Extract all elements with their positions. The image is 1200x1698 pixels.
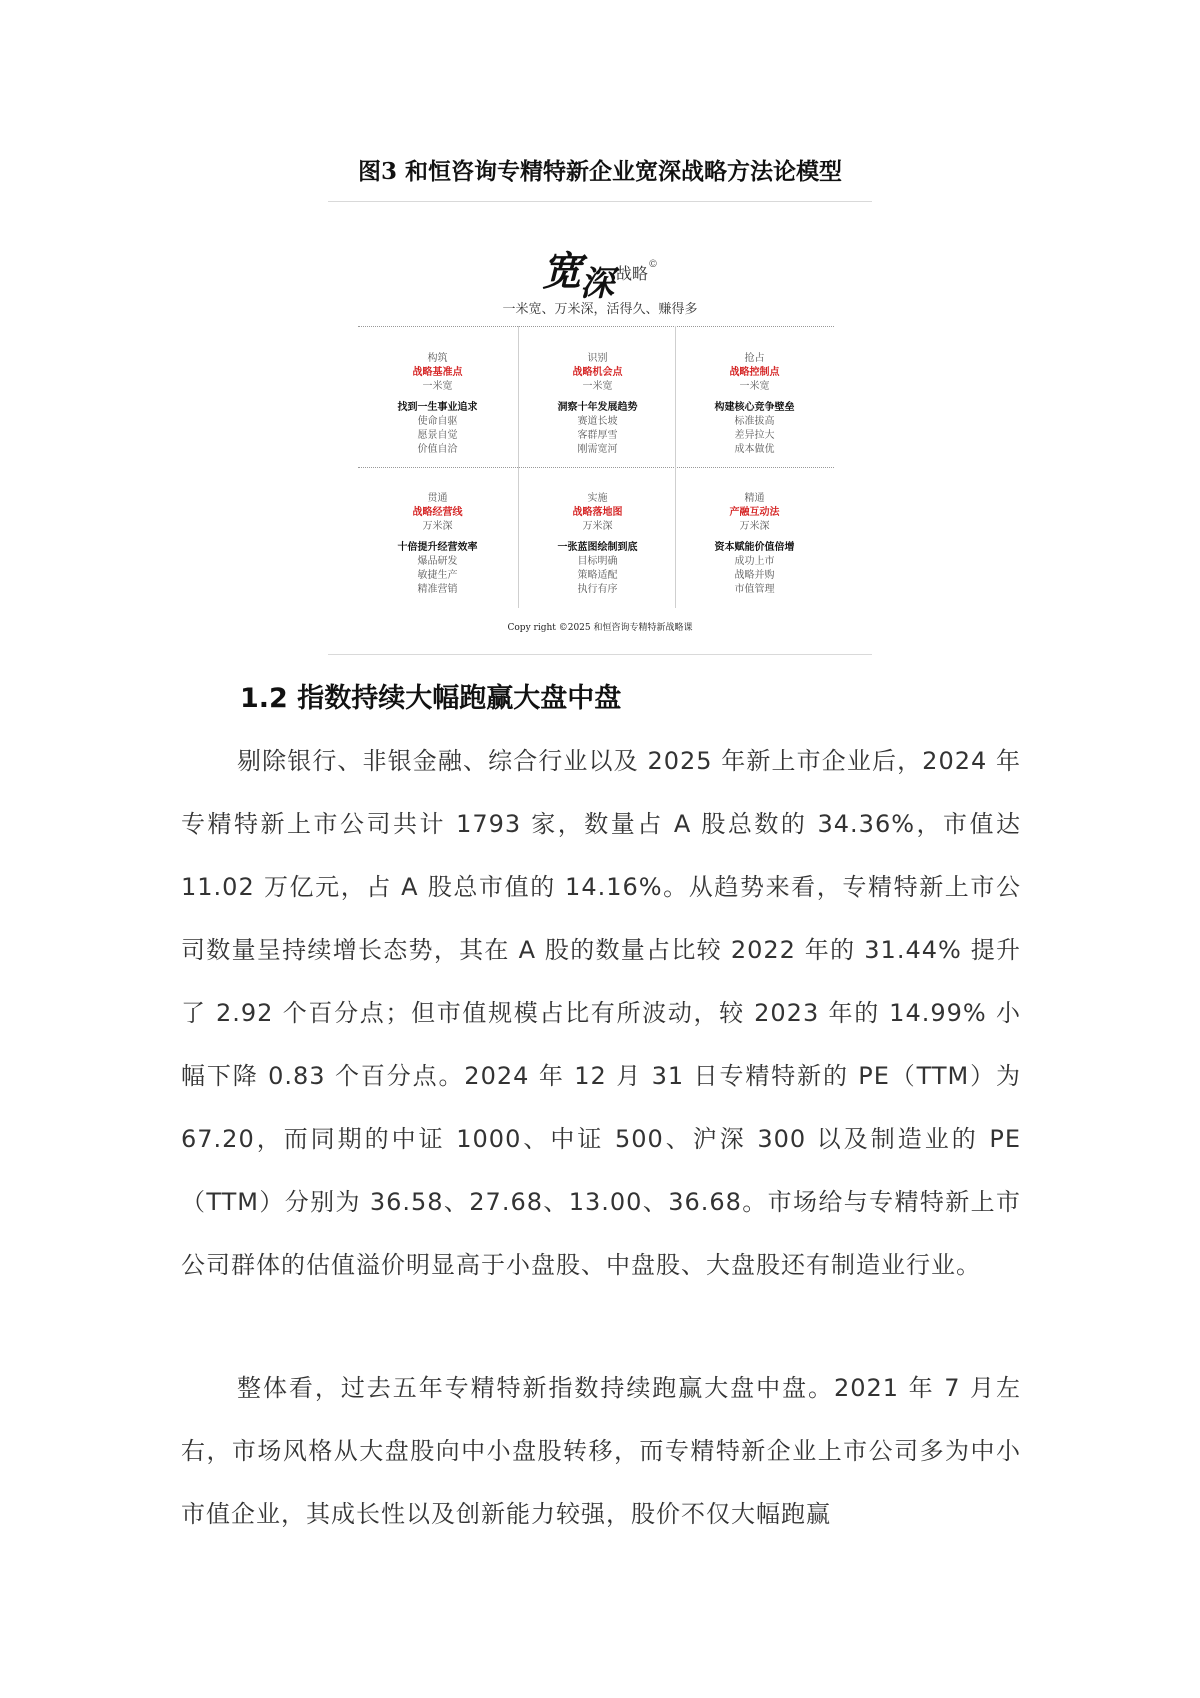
cell-verb: 精通 [744, 493, 765, 504]
cell-key-point: 战略经营线 [412, 507, 463, 518]
cell-item: 客群厚雪 [577, 430, 618, 441]
cell-item: 成本做优 [734, 444, 775, 455]
cell-heading: 洞察十年发展趋势 [557, 402, 638, 413]
model-cell-opportunity [520, 352, 675, 457]
cell-item: 爆品研发 [417, 556, 458, 567]
cell-item: 策略适配 [577, 570, 618, 581]
cell-key-point: 战略基准点 [412, 367, 463, 378]
cell-dimension: 万米深 [582, 521, 613, 532]
cell-heading: 构建核心竞争壁垒 [714, 402, 795, 413]
logo-brush-char-1: 宽 [541, 248, 580, 295]
cell-verb: 构筑 [427, 353, 448, 364]
cell-dimension: 万米深 [739, 521, 770, 532]
cell-item: 赛道长坡 [577, 416, 618, 427]
section-heading: 1.2 指数持续大幅跑赢大盘中盘 [240, 683, 622, 714]
model-cell-operation [360, 492, 515, 597]
cell-key-point: 战略落地图 [572, 507, 623, 518]
model-cell-benchmark [360, 352, 515, 457]
figure-bottom-rule [328, 654, 872, 655]
cell-verb: 识别 [587, 353, 608, 364]
cell-item: 敏捷生产 [417, 570, 458, 581]
cell-item: 价值自洽 [417, 444, 458, 455]
cell-heading: 资本赋能价值倍增 [714, 542, 795, 553]
cell-dimension: 一米宽 [739, 381, 770, 392]
cell-item: 刚需宽河 [577, 444, 618, 455]
cell-item: 成功上市 [734, 556, 775, 567]
model-cell-capital [677, 492, 832, 597]
grid-middle-divider [358, 467, 834, 468]
strategy-model-grid [358, 326, 834, 608]
cell-verb: 实施 [587, 493, 608, 504]
cell-key-point: 战略机会点 [572, 367, 623, 378]
body-paragraph: 剔除银行、非银金融、综合行业以及 2025 年新上市企业后，2024 年专精特新上市公司共计 1793 家，数量占 A 股总数的 34.36%，市值达 11.02 万亿元，占 A 股总市值的 14.16%。从趋势来看，专精特新上市公司数量呈持续增长态势，其在 A 股的数量占比较 2022 年的 31.44% 提升了 2.92 个百分点；但市值规模占比有所波动，较 2023 年的 14.99% 小幅下降 0.83 个百分点。2024 年 12 月 31 日专精特新的 PE（TTM）为 67.20，而同期的中证 1000、中证 500、沪深 300 以及制造业的 PE（TTM）分别为 36.58、27.68、13.00、36.68。市场给与专精特新上市公司群体的估值溢价明显高于小盘股、中盘股、大盘股还有制造业行业。 [181, 747, 1021, 1279]
cell-item: 精准营销 [417, 584, 458, 595]
model-cell-control [677, 352, 832, 457]
cell-heading: 一张蓝图绘制到底 [557, 542, 638, 553]
cell-dimension: 一米宽 [582, 381, 613, 392]
figure-top-rule [328, 201, 872, 202]
body-paragraph: 整体看，过去五年专精特新指数持续跑赢大盘中盘。2021 年 7 月左右，市场风格从大盘股向中小盘股转移，而专精特新企业上市公司多为中小市值企业，其成长性以及创新能力较强，股价不仅大幅跑赢 [181, 1374, 1021, 1528]
logo-strategy-text: 战略 [615, 264, 648, 283]
cell-heading: 找到一生事业追求 [397, 402, 478, 413]
cell-dimension: 万米深 [422, 521, 453, 532]
logo-registered-mark: © [648, 259, 658, 270]
cell-item: 标准拔高 [734, 416, 775, 427]
cell-verb: 抢占 [744, 353, 765, 364]
grid-column-divider [675, 326, 676, 608]
cell-verb: 贯通 [427, 493, 448, 504]
cell-item: 市值管理 [734, 584, 775, 595]
cell-item: 战略并购 [734, 570, 775, 581]
cell-item: 目标明确 [577, 556, 618, 567]
cell-item: 执行有序 [577, 584, 618, 595]
figure-title: 图3 和恒咨询专精特新企业宽深战略方法论模型 [357, 158, 842, 185]
figure-slogan: 一米宽、万米深，活得久、赚得多 [502, 302, 698, 317]
kuanshen-logo [0, 240, 1200, 304]
logo-brush-char-2: 深 [579, 264, 614, 304]
cell-key-point: 战略控制点 [729, 367, 780, 378]
grid-top-divider [358, 326, 834, 327]
cell-item: 愿景自觉 [417, 430, 458, 441]
cell-heading: 十倍提升经营效率 [397, 542, 478, 553]
model-cell-roadmap [520, 492, 675, 597]
cell-item: 使命自驱 [417, 416, 458, 427]
cell-item: 差异拉大 [734, 430, 775, 441]
cell-dimension: 一米宽 [422, 381, 453, 392]
grid-column-divider [518, 326, 519, 608]
figure-copyright: Copy right ©2025 和恒咨询专精特新战略课 [507, 623, 693, 633]
cell-key-point: 产融互动法 [729, 507, 780, 518]
